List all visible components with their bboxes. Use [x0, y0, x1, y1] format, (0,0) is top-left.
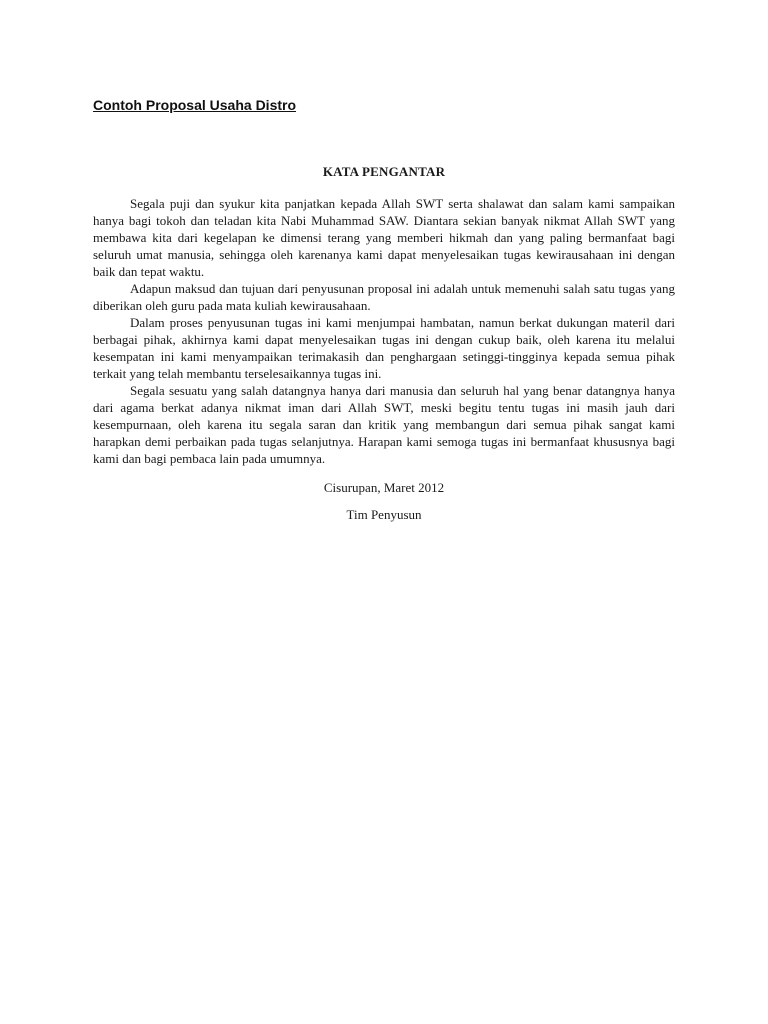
place-date: Cisurupan, Maret 2012 [323, 480, 445, 495]
paragraph-4: Segala sesuatu yang salah datangnya hanya dari manusia dan seluruh hal yang benar datangnya hanya dari agama berkat adanya nikmat iman dari Allah SWT, meski begitu tentu tugas ini masih jauh dari kesempurnaan, oleh karena itu segala saran dan kritik yang membangun dari semua pihak sangat kami harapkan demi perbaikan pada tugas selanjutnya. Harapan kami semoga tugas ini bermanfaat khususnya bagi kami dan bagi pembaca lain pada umumnya. [93, 383, 675, 466]
paragraph-3: Dalam proses penyusunan tugas ini kami menjumpai hambatan, namun berkat dukungan materil dari berbagai pihak, akhirnya kami dapat menyelesaikan tugas ini dengan cukup baik, oleh karena itu melalui kesempatan ini kami menyampaikan terimakasih dan penghargaan setinggi-tingginya kepada semua pihak terkait yang telah membantu terselesaikannya tugas ini. [93, 315, 675, 381]
section-heading: KATA PENGANTAR [322, 164, 446, 179]
paragraph-2: Adapun maksud dan tujuan dari penyusunan proposal ini adalah untuk memenuhi salah satu tugas yang diberikan oleh guru pada mata kuliah kewirausahaan. [93, 281, 675, 313]
signature: Tim Penyusun [346, 507, 422, 522]
paragraph-1: Segala puji dan syukur kita panjatkan kepada Allah SWT serta shalawat dan salam kami sampaikan hanya bagi tokoh dan teladan kita Nabi Muhammad SAW. Diantara sekian banyak nikmat Allah SWT yang membawa kita dari kegelapan ke dimensi terang yang memberi hikmah dan yang paling bermanfaat bagi seluruh umat manusia, sehingga oleh karenanya kami dapat menyelesaikan tugas kewirausahaan ini dengan baik dan tepat waktu. [93, 196, 675, 279]
document-body [93, 163, 675, 523]
document-title: Contoh Proposal Usaha Distro [93, 97, 297, 113]
